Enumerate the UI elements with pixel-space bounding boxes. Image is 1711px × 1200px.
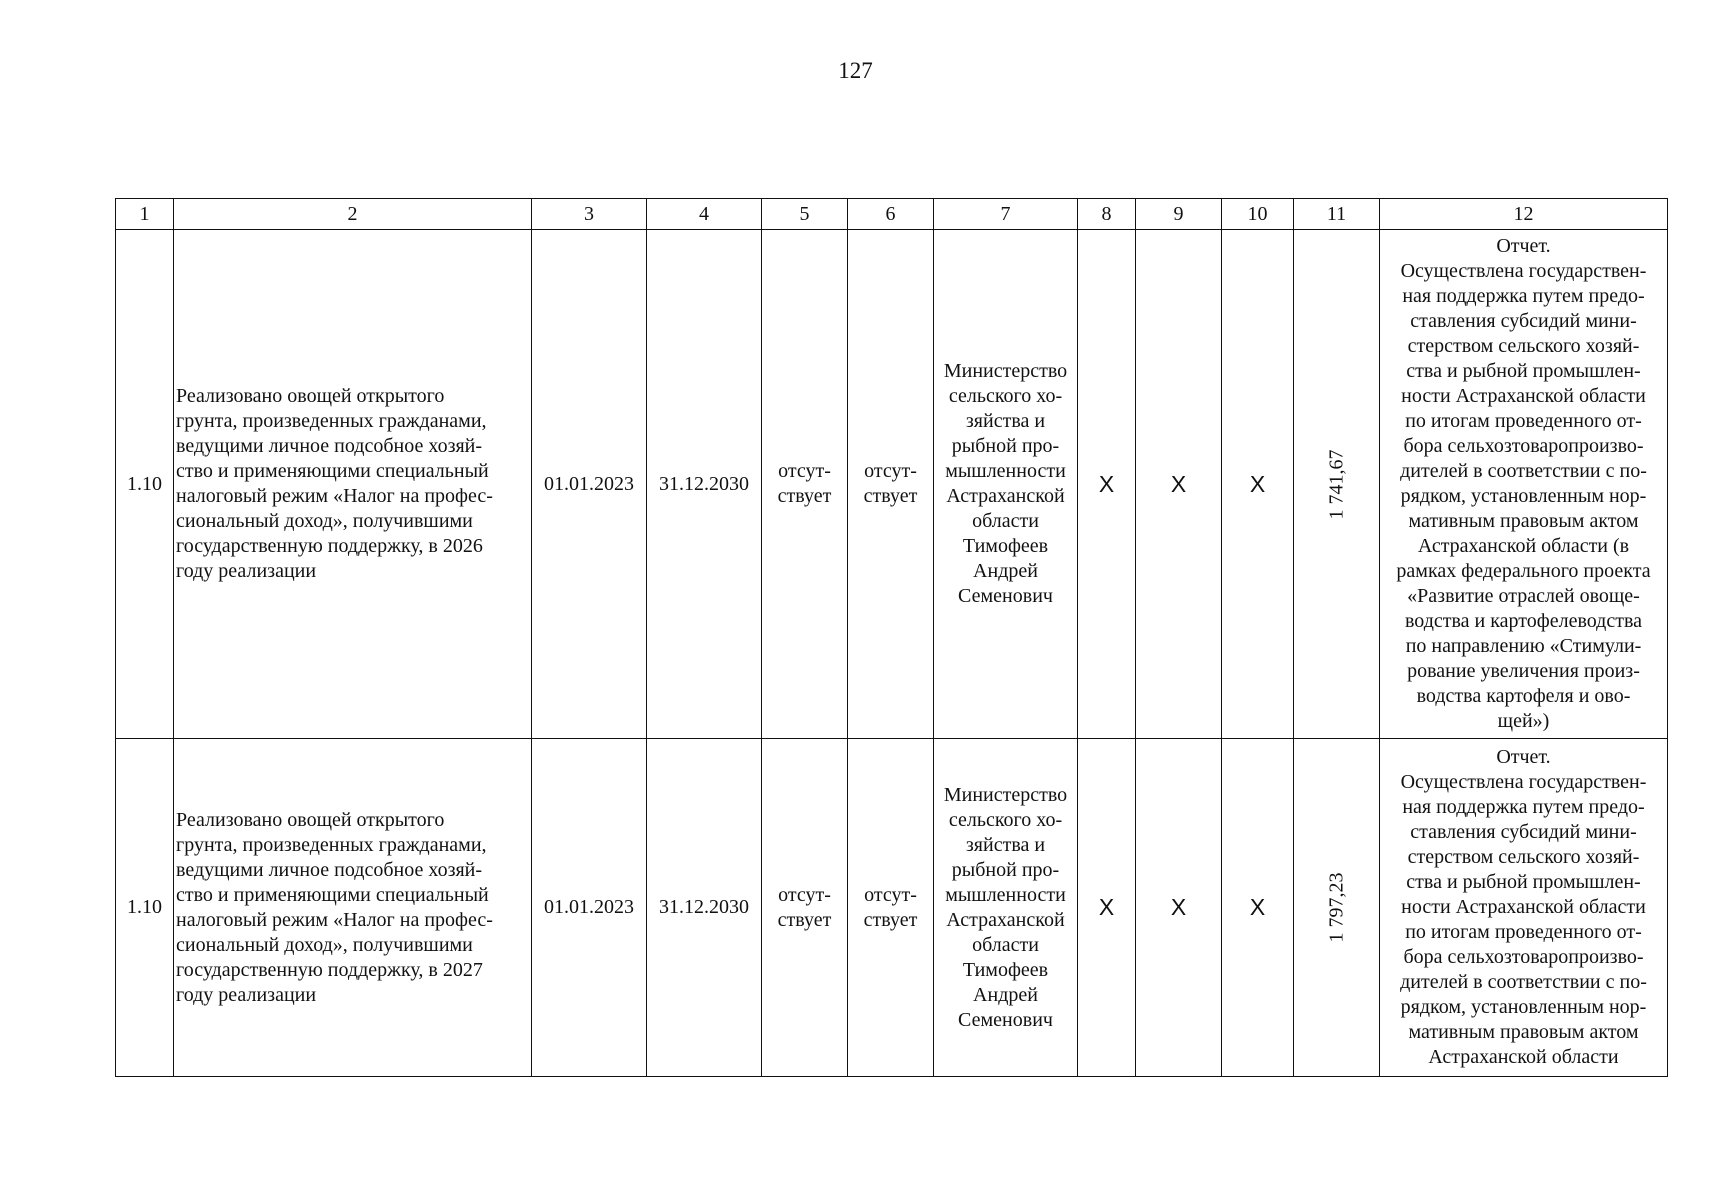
text-line: щей») xyxy=(1497,710,1550,732)
text-line: государственную поддержку, в 2027 xyxy=(176,958,483,981)
text-line: Астраханской области (в xyxy=(1417,535,1630,557)
col5-cell xyxy=(762,739,848,1077)
text-line: ставления субсидий мини- xyxy=(1410,310,1637,332)
text-line: отсут- xyxy=(778,883,831,906)
text-line: налоговый режим «Налог на профес- xyxy=(176,908,493,931)
text-line: ствует xyxy=(863,485,918,507)
responsible-cell xyxy=(934,739,1078,1077)
text-line: рыбной про- xyxy=(951,435,1060,457)
text-line: рыбной про- xyxy=(951,858,1060,881)
comment-cell xyxy=(1380,230,1668,739)
col10-cell: Х xyxy=(1222,739,1294,1077)
col5-cell xyxy=(762,230,848,739)
text-line: Отчет. xyxy=(1496,746,1551,768)
text-line: Министерство xyxy=(943,360,1068,382)
column-header: 3 xyxy=(532,199,647,230)
text-line: ная поддержка путем предо- xyxy=(1402,796,1645,818)
text-line: рядком, установленным нор- xyxy=(1400,996,1647,1018)
col9-cell: Х xyxy=(1136,739,1222,1077)
text-line: отсут- xyxy=(864,460,917,482)
text-line: году реализации xyxy=(176,983,317,1006)
text-line: государственную поддержку, в 2026 xyxy=(176,535,483,557)
column-header: 2 xyxy=(174,199,532,230)
text-line: ставления субсидий мини- xyxy=(1410,821,1637,843)
text-line: стерством сельского хозяй- xyxy=(1407,846,1640,868)
text-line: зяйства и xyxy=(965,410,1046,432)
report-table xyxy=(115,198,1668,1077)
text-line: ности Астраханской области xyxy=(1401,385,1646,407)
column-header: 9 xyxy=(1136,199,1222,230)
text-line: сельского хо- xyxy=(948,808,1063,831)
text-line: Андрей xyxy=(973,560,1038,582)
text-line: Астраханской xyxy=(946,908,1065,931)
text-line: сиональный доход», получившими xyxy=(176,933,473,956)
table-row xyxy=(116,230,1668,739)
end-date: 31.12.2030 xyxy=(647,739,762,1077)
text-line: ствует xyxy=(777,485,832,507)
text-line: ство и применяющими специальный xyxy=(176,460,489,482)
column-header: 12 xyxy=(1380,199,1668,230)
page-number: 127 xyxy=(838,58,873,83)
text-line: ства и рыбной промышлен- xyxy=(1406,871,1641,893)
text-line: по итогам проведенного от- xyxy=(1405,921,1642,943)
col6-cell xyxy=(848,230,934,739)
column-header: 6 xyxy=(848,199,934,230)
text-line: мышленности xyxy=(945,883,1066,906)
text-line: стерством сельского хозяй- xyxy=(1407,335,1640,357)
col6-cell xyxy=(848,739,934,1077)
value-text: 1 741,67 xyxy=(1325,449,1347,519)
text-line: Семенович xyxy=(958,1008,1053,1031)
col8-cell: Х xyxy=(1078,230,1136,739)
col8-cell: Х xyxy=(1078,739,1136,1077)
text-line: ная поддержка путем предо- xyxy=(1402,285,1645,307)
text-line: ведущими личное подсобное хозяй- xyxy=(176,858,483,881)
text-line: грунта, произведенных гражданами, xyxy=(176,833,487,856)
text-line: мышленности xyxy=(945,460,1066,482)
text-line: Осуществлена государствен- xyxy=(1400,771,1647,793)
text-line: Астраханской xyxy=(946,485,1065,507)
text-line: ведущими личное подсобное хозяй- xyxy=(176,435,483,457)
text-line: Реализовано овощей открытого xyxy=(176,808,445,831)
column-header: 5 xyxy=(762,199,848,230)
value-text: 1 797,23 xyxy=(1325,872,1347,943)
column-header: 11 xyxy=(1294,199,1380,230)
text-line: по направлению «Стимули- xyxy=(1405,635,1642,657)
col10-cell: Х xyxy=(1222,230,1294,739)
text-line: рование увеличения произ- xyxy=(1407,660,1640,682)
text-line: ствует xyxy=(777,908,832,931)
text-line: Астраханской области xyxy=(1428,1046,1619,1068)
text-line: сиональный доход», получившими xyxy=(176,510,473,532)
row-description xyxy=(174,230,532,739)
start-date: 01.01.2023 xyxy=(532,739,647,1077)
text-line: дителей в соответствии с по- xyxy=(1400,460,1647,482)
text-line: ствует xyxy=(863,908,918,931)
text-line: ства и рыбной промышлен- xyxy=(1406,360,1641,382)
text-line: ности Астраханской области xyxy=(1401,896,1646,918)
text-line: году реализации xyxy=(176,560,317,582)
text-line: сельского хо- xyxy=(948,385,1063,407)
comment-cell xyxy=(1380,739,1668,1077)
end-date: 31.12.2030 xyxy=(647,230,762,739)
text-line: рядком, установленным нор- xyxy=(1400,485,1647,507)
text-line: по итогам проведенного от- xyxy=(1405,410,1642,432)
text-line: водства и картофелеводства xyxy=(1404,610,1643,632)
text-line: Министерство xyxy=(943,783,1068,806)
text-line: налоговый режим «Налог на профес- xyxy=(176,485,493,507)
text-line: Семенович xyxy=(958,585,1053,607)
responsible-cell xyxy=(934,230,1078,739)
text-line: Тимофеев xyxy=(962,958,1049,981)
text-line: зяйства и xyxy=(965,833,1046,856)
value-cell xyxy=(1294,230,1380,739)
text-line: Осуществлена государствен- xyxy=(1400,260,1647,282)
start-date: 01.01.2023 xyxy=(532,230,647,739)
text-line: отсут- xyxy=(778,460,831,482)
header-row xyxy=(116,199,1668,230)
text-line: Андрей xyxy=(973,983,1038,1006)
row-number: 1.10 xyxy=(116,739,174,1077)
text-line: грунта, произведенных гражданами, xyxy=(176,410,487,432)
table-row xyxy=(116,739,1668,1077)
text-line: Отчет. xyxy=(1496,235,1551,257)
text-line: «Развитие отраслей овоще- xyxy=(1407,585,1640,607)
text-line: ство и применяющими специальный xyxy=(176,883,489,906)
col9-cell: Х xyxy=(1136,230,1222,739)
column-header: 8 xyxy=(1078,199,1136,230)
text-line: Реализовано овощей открытого xyxy=(176,385,445,407)
text-line: области xyxy=(972,933,1039,956)
text-line: дителей в соответствии с по- xyxy=(1400,971,1647,993)
column-header: 4 xyxy=(647,199,762,230)
column-header: 1 xyxy=(116,199,174,230)
row-number: 1.10 xyxy=(116,230,174,739)
column-header: 7 xyxy=(934,199,1078,230)
text-line: Тимофеев xyxy=(962,535,1049,557)
text-line: бора сельхозтоваропроизво- xyxy=(1403,435,1644,457)
column-header: 10 xyxy=(1222,199,1294,230)
text-line: мативным правовым актом xyxy=(1408,1021,1639,1043)
value-cell xyxy=(1294,739,1380,1077)
text-line: области xyxy=(972,510,1039,532)
row-description xyxy=(174,739,532,1077)
text-line: водства картофеля и ово- xyxy=(1416,685,1631,707)
text-line: бора сельхозтоваропроизво- xyxy=(1403,946,1644,968)
text-line: отсут- xyxy=(864,883,917,906)
text-line: рамках федерального проекта xyxy=(1396,560,1651,582)
text-line: мативным правовым актом xyxy=(1408,510,1639,532)
